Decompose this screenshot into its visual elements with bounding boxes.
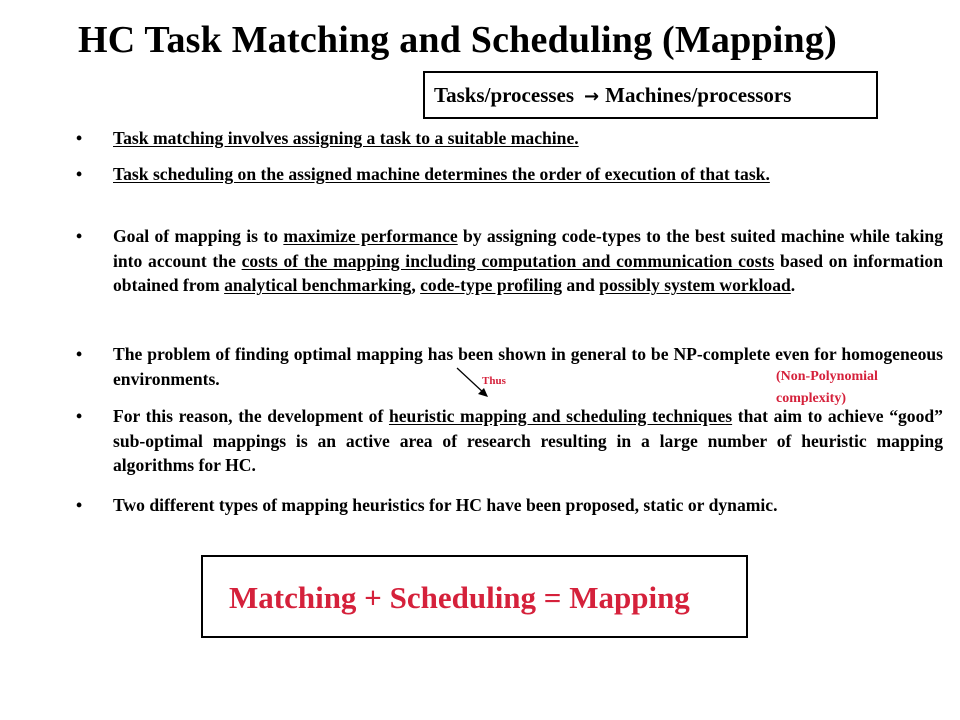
text-run: and: [562, 275, 600, 295]
bullet-text: [113, 406, 943, 475]
text-run: that aim to achieve “good” sub-optimal mappings is an active area of research resulting in a large number of heuristic mapping algorithms for HC.: [113, 406, 943, 475]
text-run: For this reason, the development of: [113, 406, 389, 426]
text-run: The problem of finding optimal mapping has been shown in general to be NP-complete even for homogeneous environments.: [113, 344, 943, 389]
bullet-dot-icon: •: [76, 128, 83, 148]
underlined-phrase: costs of the mapping including computation and communication costs: [241, 250, 775, 271]
underlined-phrase: analytical benchmarking: [224, 275, 412, 295]
bullet-item: [76, 126, 943, 151]
formula-box: [201, 555, 748, 638]
underlined-phrase: maximize performance: [283, 226, 458, 246]
bullet-text: [113, 128, 579, 148]
bullet-item: [76, 224, 943, 298]
text-run: Goal of mapping is to: [113, 226, 284, 246]
text-run: by assigning code-types to the best suited machine while taking into account the: [113, 226, 944, 271]
text-run: .: [790, 275, 796, 295]
underlined-phrase: possibly system workload: [599, 275, 791, 295]
slide-title: HC Task Matching and Scheduling (Mapping): [78, 19, 837, 61]
bullet-item: [76, 493, 943, 518]
underlined-phrase: heuristic mapping and scheduling techniques: [388, 406, 733, 426]
formula-text: Matching + Scheduling = Mapping: [229, 580, 690, 615]
underlined-phrase: Task matching involves assigning a task to a suitable machine.: [113, 128, 579, 148]
bullet-dot-icon: •: [76, 164, 83, 184]
np-note-line-2: complexity): [776, 391, 846, 406]
np-complexity-note: [776, 366, 878, 410]
bullet-text: [113, 164, 770, 184]
bullet-dot-icon: •: [76, 406, 83, 426]
bullet-item: [76, 404, 943, 478]
bullet-item: [76, 162, 943, 187]
underlined-phrase: code-type profiling: [420, 275, 562, 295]
bullet-text: [113, 226, 943, 295]
text-run: Two different types of mapping heuristics for HC have been proposed, static or dynamic.: [113, 495, 778, 515]
right-arrow-icon: →: [584, 86, 600, 107]
bullet-dot-icon: •: [76, 226, 83, 246]
mapping-right-label: Machines/processors: [605, 83, 792, 107]
mapping-box: [423, 71, 878, 119]
bullet-dot-icon: •: [76, 344, 83, 364]
text-run: ,: [411, 275, 421, 295]
bullet-dot-icon: •: [76, 495, 83, 515]
underlined-phrase: Task scheduling on the assigned machine determines the order of execution of that task.: [113, 164, 770, 184]
np-note-line-1: (Non-Polynomial: [776, 369, 878, 384]
bullet-text: [113, 495, 778, 515]
text-run: based on information obtained from: [113, 250, 944, 295]
mapping-left-label: Tasks/processes: [434, 83, 575, 107]
thus-annotation: Thus: [482, 375, 506, 387]
